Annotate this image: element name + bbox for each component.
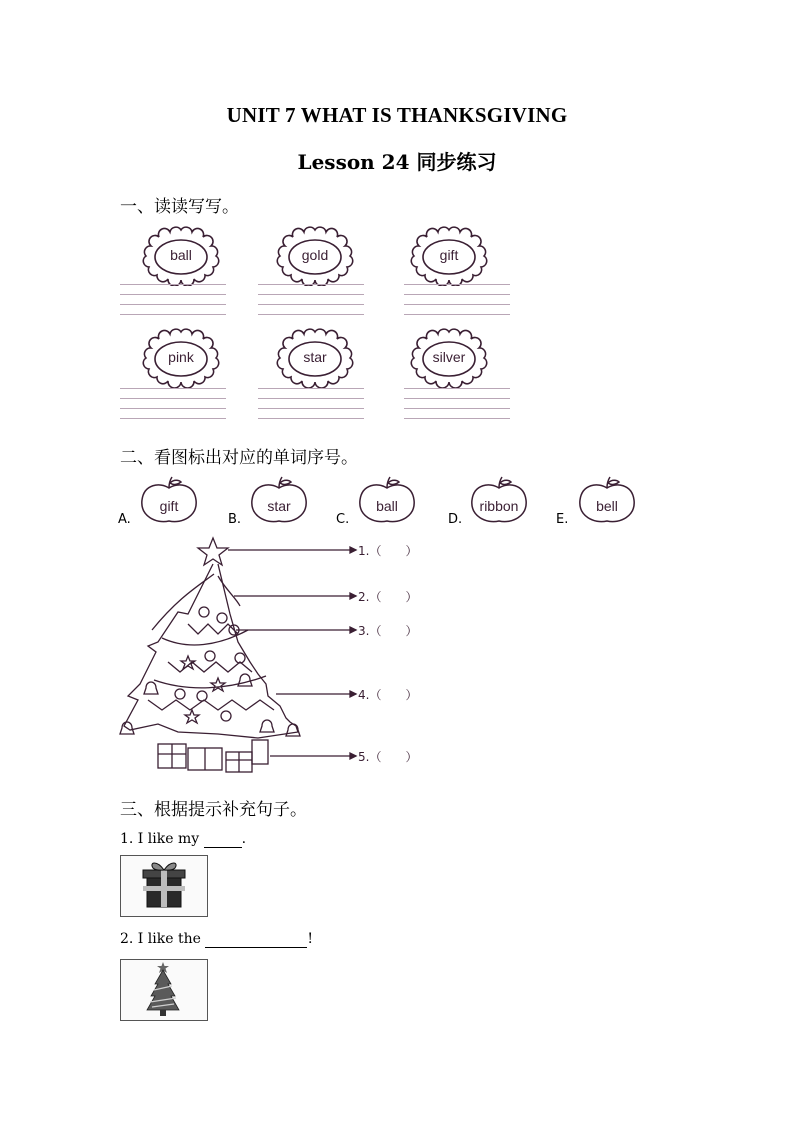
option-word: bell [596, 498, 618, 514]
writing-lines [120, 388, 226, 428]
answer-blank-1[interactable]: 1.（ ） [358, 544, 418, 558]
option-e [556, 476, 656, 532]
flower-word: gift [439, 247, 459, 263]
writing-lines [404, 284, 510, 324]
flower-star [274, 328, 356, 388]
flower-word: star [303, 349, 327, 365]
flower-word: pink [168, 349, 194, 365]
question-2-blank[interactable] [205, 931, 307, 948]
option-word: gift [159, 498, 179, 514]
gift-box-icon [121, 856, 207, 916]
question-2 [120, 931, 313, 948]
option-c [336, 476, 436, 532]
flower-ball [140, 226, 222, 286]
answer-blank-5[interactable]: 5.（ ） [358, 750, 418, 764]
option-d [448, 476, 548, 532]
tree-picture [120, 959, 208, 1021]
christmas-tree-figure [118, 534, 420, 780]
flower-word: silver [432, 349, 466, 365]
writing-lines [258, 284, 364, 324]
page-subtitle: Lesson 24 同步练习 [297, 150, 497, 174]
flower-gold [274, 226, 356, 286]
section2-heading: 二、看图标出对应的单词序号。 [120, 448, 358, 468]
answer-blank-2[interactable]: 2.（ ） [358, 590, 418, 604]
flower-word: ball [170, 247, 192, 263]
christmas-tree-icon [118, 534, 420, 780]
option-letter: D. [448, 512, 463, 527]
option-letter: E. [556, 512, 569, 527]
option-word: ball [376, 498, 398, 514]
page-title: UNIT 7 WHAT IS THANKSGIVING [226, 103, 568, 127]
option-word: star [267, 498, 291, 514]
option-letter: A. [118, 512, 131, 527]
option-b [228, 476, 328, 532]
flower-gift [408, 226, 490, 286]
question-2-suffix: ! [307, 931, 313, 947]
flower-pink [140, 328, 222, 388]
christmas-tree-small-icon [121, 960, 207, 1020]
writing-lines [404, 388, 510, 428]
flower-silver [408, 328, 490, 388]
option-letter: C. [336, 512, 350, 527]
option-letter: B. [228, 512, 242, 527]
section1-heading: 一、读读写写。 [120, 197, 239, 217]
question-1 [120, 831, 246, 848]
option-word: ribbon [479, 498, 519, 514]
option-a [118, 476, 218, 532]
question-1-suffix: . [241, 831, 247, 847]
flower-word: gold [301, 247, 329, 263]
section3-heading: 三、根据提示补充句子。 [120, 800, 307, 820]
gift-picture [120, 855, 208, 917]
flower-writing-grid [118, 222, 518, 427]
question-1-prefix: 1. I like my [120, 831, 204, 847]
writing-lines [120, 284, 226, 324]
question-1-blank[interactable] [204, 831, 242, 848]
answer-blank-4[interactable]: 4.（ ） [358, 688, 418, 702]
writing-lines [258, 388, 364, 428]
answer-blank-3[interactable]: 3.（ ） [358, 624, 418, 638]
apple-word-options [118, 476, 678, 532]
question-2-prefix: 2. I like the [120, 931, 206, 947]
